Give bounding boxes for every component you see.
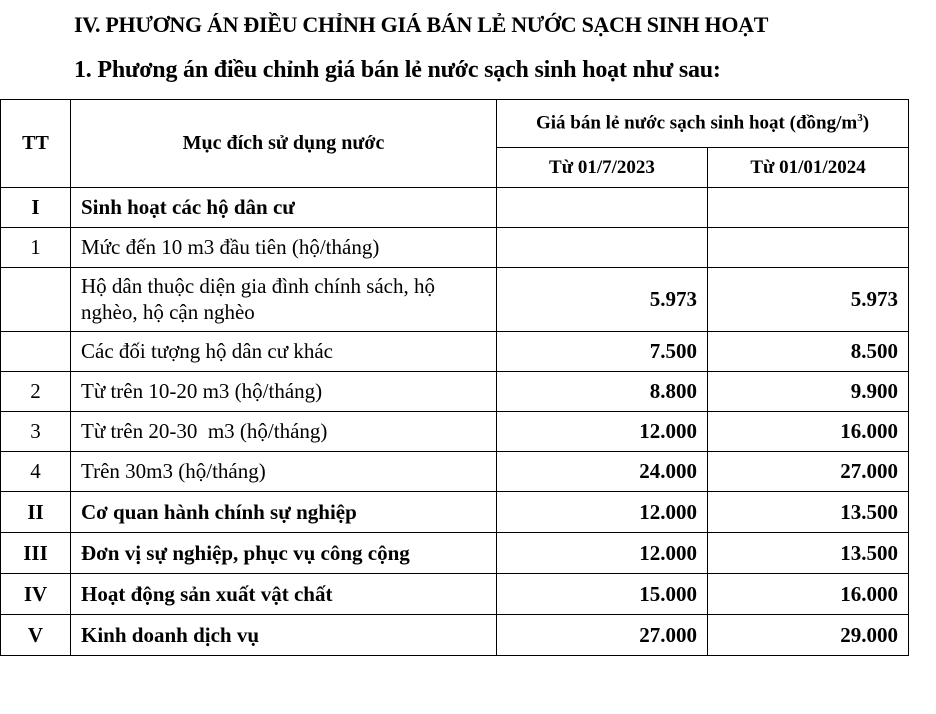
header-date-1: Từ 01/7/2023 — [497, 148, 708, 188]
row-price-2024 — [708, 228, 909, 268]
row-price-2023: 8.800 — [497, 372, 708, 412]
header-tt: TT — [1, 100, 71, 188]
table-header-row — [1, 100, 909, 148]
water-price-table — [0, 99, 909, 656]
row-price-2023 — [497, 188, 708, 228]
row-tt: II — [1, 492, 71, 533]
row-purpose: Hộ dân thuộc diện gia đình chính sách, hộ nghèo, hộ cận nghèo — [71, 268, 497, 332]
row-price-2024: 5.973 — [708, 268, 909, 332]
header-price-unit-sup: 3 — [857, 112, 863, 125]
row-price-2024: 9.900 — [708, 372, 909, 412]
row-price-2024: 8.500 — [708, 332, 909, 372]
row-purpose: Trên 30m3 (hộ/tháng) — [71, 452, 497, 492]
row-tt: 3 — [1, 412, 71, 452]
row-purpose: Đơn vị sự nghiệp, phục vụ công cộng — [71, 533, 497, 574]
header-purpose: Mục đích sử dụng nước — [71, 100, 497, 188]
header-date-2: Từ 01/01/2024 — [708, 148, 909, 188]
row-price-2023: 12.000 — [497, 412, 708, 452]
row-price-2024: 13.500 — [708, 533, 909, 574]
row-price-2024: 16.000 — [708, 412, 909, 452]
subsection-heading: 1. Phương án điều chỉnh giá bán lẻ nước sạch sinh hoạt như sau: — [74, 57, 721, 83]
row-tt: V — [1, 615, 71, 656]
row-purpose: Hoạt động sản xuất vật chất — [71, 574, 497, 615]
table-row — [1, 268, 909, 332]
table-row — [1, 492, 909, 533]
table-row — [1, 332, 909, 372]
row-price-2024 — [708, 188, 909, 228]
row-price-2024: 13.500 — [708, 492, 909, 533]
row-tt: 4 — [1, 452, 71, 492]
table-row — [1, 574, 909, 615]
table-row — [1, 228, 909, 268]
row-purpose: Sinh hoạt các hộ dân cư — [71, 188, 497, 228]
header-price-close: ) — [862, 112, 870, 134]
row-price-2023: 24.000 — [497, 452, 708, 492]
row-price-2023: 5.973 — [497, 268, 708, 332]
row-price-2023: 12.000 — [497, 533, 708, 574]
row-purpose: Từ trên 10-20 m3 (hộ/tháng) — [71, 372, 497, 412]
row-tt: IV — [1, 574, 71, 615]
row-tt: 2 — [1, 372, 71, 412]
header-price-label: Giá bán lẻ nước sạch sinh hoạt (đồng/m — [535, 112, 858, 134]
row-price-2024: 29.000 — [708, 615, 909, 656]
table-row — [1, 533, 909, 574]
row-price-2023: 27.000 — [497, 615, 708, 656]
table-row — [1, 372, 909, 412]
table-row — [1, 412, 909, 452]
row-price-2024: 27.000 — [708, 452, 909, 492]
row-tt — [1, 332, 71, 372]
table-row — [1, 452, 909, 492]
header-price-group — [497, 100, 909, 148]
row-purpose: Cơ quan hành chính sự nghiệp — [71, 492, 497, 533]
row-purpose: Kinh doanh dịch vụ — [71, 615, 497, 656]
row-price-2023: 7.500 — [497, 332, 708, 372]
section-heading: IV. PHƯƠNG ÁN ĐIỀU CHỈNH GIÁ BÁN LẺ NƯỚC SẠCH SINH HOẠT — [74, 12, 769, 37]
table-row — [1, 615, 909, 656]
row-price-2024: 16.000 — [708, 574, 909, 615]
row-price-2023 — [497, 228, 708, 268]
row-purpose: Các đối tượng hộ dân cư khác — [71, 332, 497, 372]
row-price-2023: 12.000 — [497, 492, 708, 533]
row-tt: 1 — [1, 228, 71, 268]
row-purpose: Từ trên 20-30 m3 (hộ/tháng) — [71, 412, 497, 452]
row-tt: I — [1, 188, 71, 228]
row-tt — [1, 268, 71, 332]
row-price-2023: 15.000 — [497, 574, 708, 615]
row-purpose: Mức đến 10 m3 đầu tiên (hộ/tháng) — [71, 228, 497, 268]
table-row — [1, 188, 909, 228]
row-tt: III — [1, 533, 71, 574]
